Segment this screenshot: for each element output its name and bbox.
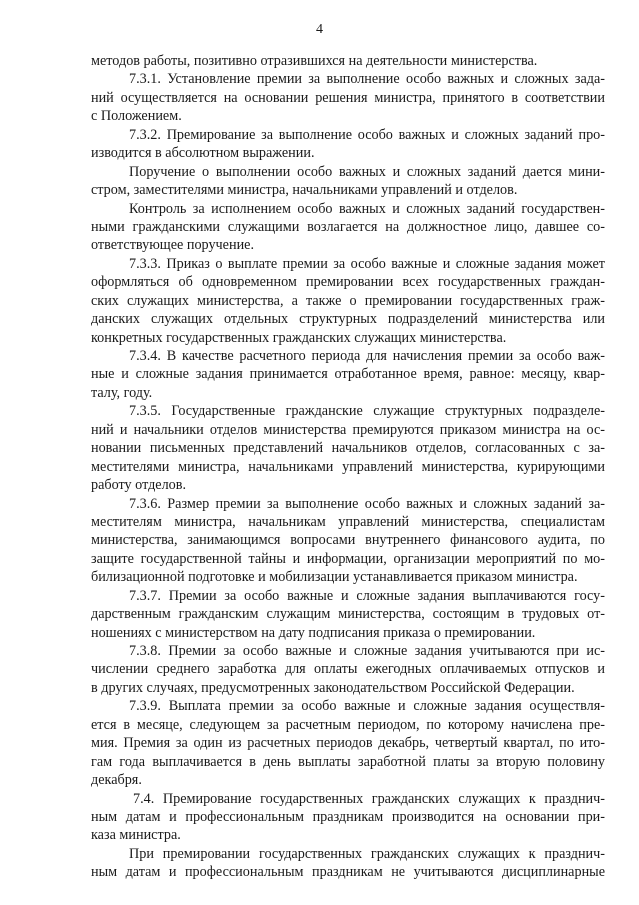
text-line: ным датам и профессиональным праздникам производится на основании при-	[91, 808, 605, 825]
text-line: ских служащих министерства, а также о премировании государственных граж-	[91, 292, 605, 309]
text-line: в других случаях, предусмотренных законодательством Российской Федерации.	[91, 679, 575, 696]
text-line: каза министра.	[91, 827, 181, 844]
text-line: ний осуществляется на основании решения министра, принятого в соответствии	[91, 89, 605, 106]
text-line: При премировании государственных гражданских служащих к празднич-	[129, 845, 605, 862]
text-line: новании письменных представлений начальников отделов, согласованных с за-	[91, 440, 605, 457]
text-line: работу отделов.	[91, 477, 187, 494]
text-line: 7.3.7. Премии за особо важные и сложные задания выплачиваются госу-	[129, 587, 605, 604]
text-line: 7.4. Премирование государственных гражданских служащих к празднич-	[133, 790, 605, 807]
text-line: защите государственной тайны и информации, организации мероприятий по мо-	[91, 550, 605, 567]
text-line: ответствующее поручение.	[91, 237, 255, 254]
text-line: оформляться об одновременном премировании всех государственных граждан-	[91, 274, 605, 291]
text-line: местителям министра, начальникам управлений министерства, специалистам	[91, 513, 605, 530]
text-line: 7.3.8. Премии за особо важные и сложные задания учитываются при ис-	[129, 643, 605, 659]
text-line: с Положением.	[91, 108, 182, 125]
text-line: ношениях с министерством на дату подписания приказа о премировании.	[91, 624, 536, 641]
text-line: ными гражданскими служащими возлагается на должностное лицо, давшее со-	[91, 218, 605, 235]
text-line: конкретных государственных гражданских служащих министерства.	[91, 329, 507, 346]
text-line: Контроль за исполнением особо важных и сложных заданий государствен-	[129, 200, 605, 217]
text-line: билизационной подготовке и мобилизации устанавливается приказом министра.	[91, 569, 578, 586]
text-line: талу, году.	[91, 384, 153, 401]
text-line: ные и сложные задания принимается отработанное время, равное: месяцу, квар-	[91, 366, 605, 383]
text-line: гам года выплачивается в день выплаты заработной платы за вторую половину	[91, 753, 605, 770]
text-line: мия. Премия за один из расчетных периодов декабрь, четвертый квартал, по ито-	[91, 735, 605, 752]
text-line: 7.3.5. Государственные гражданские служащие структурных подразделе-	[129, 403, 605, 420]
text-line: 7.3.3. Приказ о выплате премии за особо важные и сложные задания может	[129, 255, 605, 272]
document-body	[91, 52, 605, 882]
text-line: данских служащих отдельных структурных подразделений министерства или	[91, 311, 605, 328]
text-line: числении среднего заработка для оплаты ежегодных оплачиваемых отпусков и	[91, 661, 605, 678]
text-line: 7.3.1. Установление премии за выполнение особо важных и сложных зада-	[129, 71, 605, 88]
text-line: 7.3.2. Премирование за выполнение особо важных и сложных заданий про-	[129, 126, 605, 143]
text-line: ется в месяце, следующем за расчетным периодом, по которому начислена пре-	[91, 716, 605, 733]
text-line: 7.3.4. В качестве расчетного периода для начисления премии за особо важ-	[129, 348, 605, 364]
text-line: декабря.	[91, 772, 142, 789]
text-line: местителями министра, начальниками управлений министерства, курирующими	[91, 458, 605, 475]
text-line: 7.3.6. Размер премии за выполнение особо важных и сложных заданий за-	[129, 495, 605, 512]
text-line: Поручение о выполнении особо важных и сложных заданий дается мини-	[129, 163, 605, 180]
text-line: методов работы, позитивно отразившихся на деятельности министерства.	[91, 53, 538, 69]
text-line: дарственным гражданским служащим министерства, состоящим в трудовых от-	[91, 606, 605, 623]
page-number: 4	[316, 22, 323, 37]
text-line: ний и начальники отделов министерства премируются приказом министра на ос-	[91, 421, 605, 438]
text-line: 7.3.9. Выплата премии за особо важные и сложные задания осуществля-	[129, 698, 605, 715]
text-line: ным датам и профессиональным праздникам не учитываются дисциплинарные	[91, 864, 605, 881]
text-line: изводится в абсолютном выражении.	[91, 145, 315, 162]
text-line: стром, заместителями министра, начальниками управлений и отделов.	[91, 182, 518, 199]
text-line: министерства, занимающимся вопросами внутреннего финансового аудита, по	[91, 532, 605, 549]
